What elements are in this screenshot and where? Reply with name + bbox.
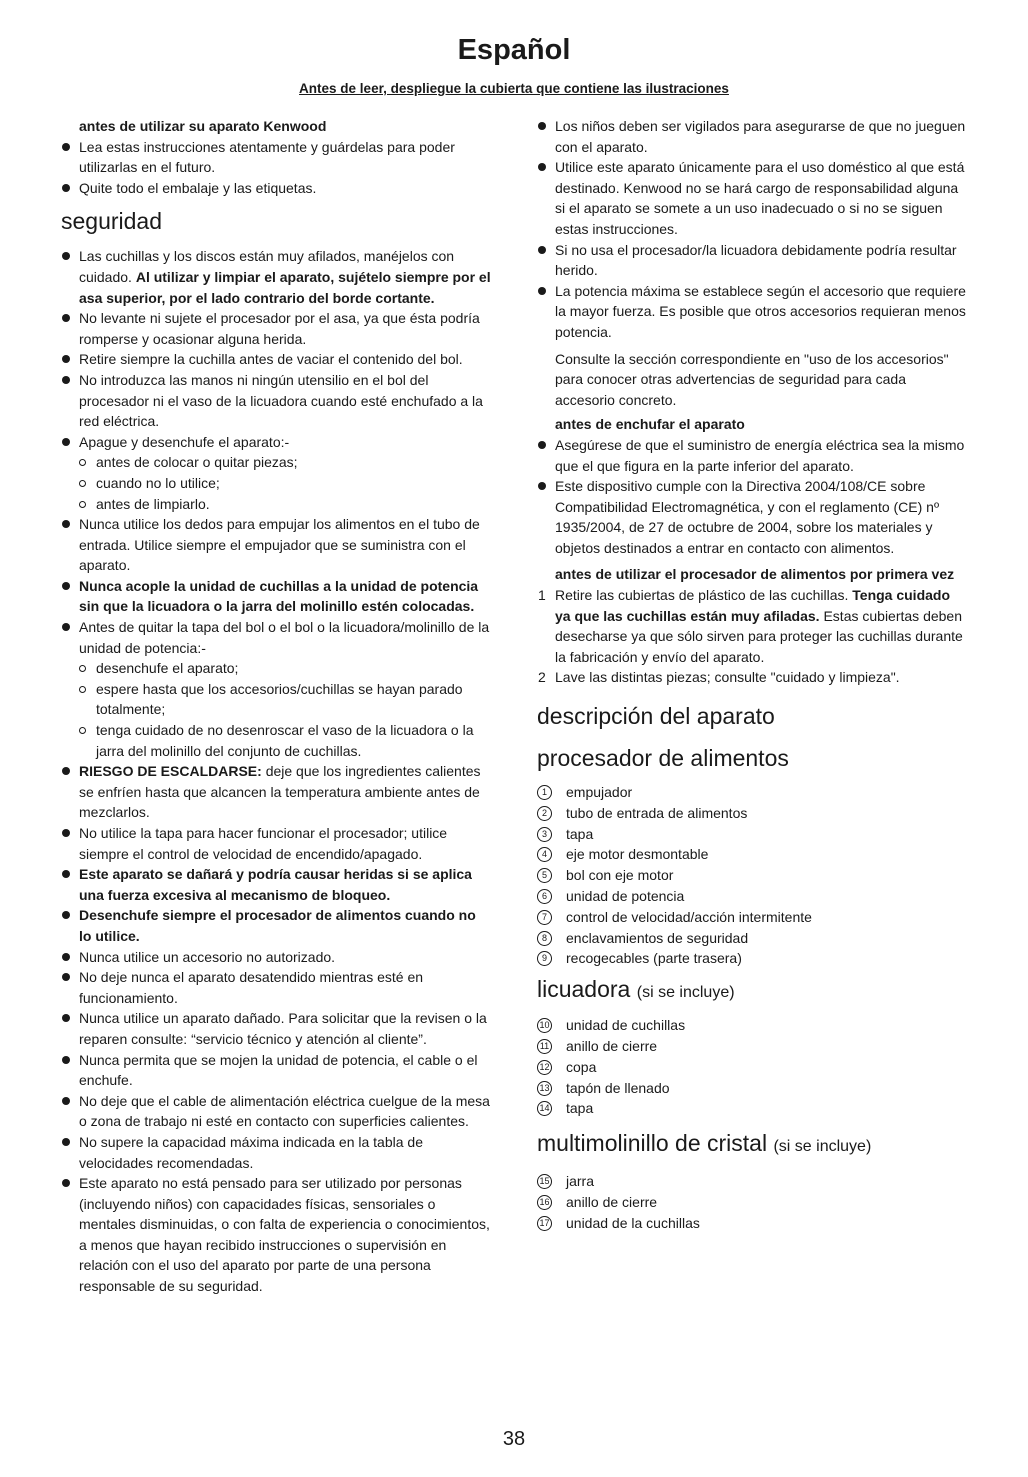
list-item: Este aparato no está pensado para ser utilizado por personas (incluyendo niños) con capacidades físicas, sensoriales o mentales disminuidas, o con falta de experiencia o conocimientos, a menos que hayan recibido instrucciones o supervisión en relación con el uso del aparato por parte de una persona responsable de su seguridad.	[61, 1173, 491, 1297]
part-number: 11	[537, 1039, 552, 1054]
mill-parts	[537, 1171, 967, 1233]
list-item: Utilice este aparato únicamente para el uso doméstico al que está destinado. Kenwood no se hará cargo de responsabilidad alguna si el aparato se somete a un uso inadecuado o si no se siguen estas instrucciones.	[537, 157, 967, 239]
part-item	[537, 803, 967, 824]
item-text: Las cuchillas y los discos están muy afilados, manéjelos con cuidado.	[79, 248, 455, 285]
mill-note: (si se incluye)	[773, 1138, 872, 1156]
list-item: Si no usa el procesador/la licuadora debidamente podría resultar herido.	[537, 240, 967, 281]
blender-parts	[537, 1015, 967, 1119]
part-label: anillo de cierre	[566, 1193, 658, 1210]
part-label: control de velocidad/acción intermitente	[566, 908, 812, 925]
part-number: 5	[537, 868, 552, 883]
part-item	[537, 844, 967, 865]
part-label: jarra	[566, 1173, 595, 1190]
list-item: No deje que el cable de alimentación eléctrica cuelgue de la mesa o zona de trabajo ni esté en contacto con superficies calientes.	[61, 1091, 491, 1132]
item-text: deje que los ingredientes calientes se enfríen hasta que alcancen la temperatura ambiente antes de mezclarlos.	[79, 763, 481, 821]
list-item: Los niños deben ser vigilados para asegurarse de que no jueguen con el aparato.	[537, 116, 967, 157]
left-column	[61, 116, 491, 1297]
safety-list-continued	[537, 116, 967, 343]
part-label: tapón de llenado	[566, 1079, 670, 1096]
page-title: Español	[457, 34, 571, 66]
part-number: 1	[537, 785, 552, 800]
accessories-note: Consulte la sección correspondiente en "uso de los accesorios" para conocer otras advertencias de seguridad para cada accesorio concreto.	[555, 350, 949, 408]
part-label: anillo de cierre	[566, 1038, 658, 1054]
item-bold-text: RIESGO DE ESCALDARSE:	[79, 763, 262, 780]
part-number: 2	[537, 806, 552, 821]
part-item	[537, 1015, 967, 1036]
part-item	[537, 886, 967, 907]
part-number: 8	[537, 931, 552, 946]
part-number: 6	[537, 889, 552, 904]
list-item: La potencia máxima se establece según el accesorio que requiere la mayor fuerza. Es posible que otros accesorios requieran menos potencia.	[537, 281, 967, 343]
step-bold-text: Tenga cuidado ya que las cuchillas están muy afiladas.	[555, 587, 951, 624]
sub-list-item: cuando no lo utilice;	[61, 473, 491, 494]
part-number: 12	[537, 1060, 552, 1075]
part-number: 4	[537, 847, 552, 862]
first-use-steps	[537, 585, 967, 688]
part-item	[537, 1098, 967, 1119]
list-item: Nunca utilice un accesorio no autorizado.	[61, 947, 491, 968]
part-item	[537, 824, 967, 845]
step-text: Estas cubiertas deben desecharse ya que sólo sirven para proteger las cuchillas durante la fabricación y envío del aparato.	[555, 607, 963, 665]
blender-title-text: licuadora	[537, 976, 631, 1003]
part-item	[537, 1213, 967, 1234]
first-use-heading: antes de utilizar el procesador de alimentos por primera vez	[555, 566, 955, 583]
part-item	[537, 948, 967, 969]
list-item: Retire siempre la cuchilla antes de vaciar el contenido del bol.	[61, 349, 491, 370]
list-item: Apague y desenchufe el aparato:-	[61, 432, 491, 453]
step-item	[537, 585, 967, 667]
part-label: unidad de cuchillas	[566, 1017, 686, 1034]
list-item: No supere la capacidad máxima indicada en la tabla de velocidades recomendadas.	[61, 1132, 491, 1173]
list-item	[61, 761, 491, 823]
list-item: Nunca permita que se mojen la unidad de potencia, el cable o el enchufe.	[61, 1050, 491, 1091]
step-text: Lave las distintas piezas; consulte "cuidado y limpieza".	[555, 669, 900, 686]
list-item: No introduzca las manos ni ningún utensilio en el bol del procesador ni el vaso de la licuadora cuando esté enchufado a la red eléctrica.	[61, 370, 491, 432]
description-title: descripción del aparato	[537, 703, 775, 730]
part-number: 7	[537, 910, 552, 925]
right-column	[537, 116, 967, 1234]
sub-list-item: antes de colocar o quitar piezas;	[61, 452, 491, 473]
safety-title: seguridad	[61, 208, 163, 235]
part-label: recogecables (parte trasera)	[566, 950, 742, 967]
list-item: Nunca utilice los dedos para empujar los alimentos en el tubo de entrada. Utilice siempre el empujador que se suministra con el aparato.	[61, 514, 491, 576]
list-item: No levante ni sujete el procesador por el asa, ya que ésta podría romperse y ocasionar alguna herida.	[61, 308, 491, 349]
list-item: No deje nunca el aparato desatendido mientras esté en funcionamiento.	[61, 967, 491, 1008]
list-item: Desenchufe siempre el procesador de alimentos cuando no lo utilice.	[61, 905, 491, 946]
part-number: 3	[537, 827, 552, 842]
part-item	[537, 1171, 967, 1192]
list-item: Este aparato se dañará y podría causar heridas si se aplica una fuerza excesiva al mecanismo de bloqueo.	[61, 864, 491, 905]
list-item: Lea estas instrucciones atentamente y guárdelas para poder utilizarlas en el futuro.	[61, 137, 491, 178]
blender-title	[537, 975, 967, 1007]
part-label: empujador	[566, 784, 633, 801]
processor-parts	[537, 782, 967, 969]
part-item	[537, 1036, 967, 1057]
safety-list	[61, 246, 491, 1296]
step-item	[537, 667, 967, 688]
plug-heading: antes de enchufar el aparato	[555, 416, 745, 433]
list-item: Asegúrese de que el suministro de energía eléctrica sea la mismo que el que figura en la parte inferior del aparato.	[537, 435, 967, 476]
page-number: 38	[502, 1428, 526, 1450]
list-item: Antes de quitar la tapa del bol o el bol o la licuadora/molinillo de la unidad de potencia:-	[61, 617, 491, 658]
part-label: unidad de la cuchillas	[566, 1214, 700, 1231]
part-number: 16	[537, 1195, 552, 1210]
sub-list-item: tenga cuidado de no desenroscar el vaso de la licuadora o la jarra del molinillo del conjunto de cuchillas.	[61, 720, 491, 761]
step-number: 1	[538, 587, 546, 604]
step-text: Retire las cubiertas de plástico de las cuchillas.	[555, 587, 853, 604]
mill-title	[537, 1129, 967, 1161]
sub-list-item: desenchufe el aparato;	[61, 658, 491, 679]
part-number: 9	[537, 951, 552, 966]
part-label: eje motor desmontable	[566, 846, 709, 863]
part-item	[537, 907, 967, 928]
part-item	[537, 782, 967, 803]
sub-list-item: antes de limpiarlo.	[61, 494, 491, 515]
part-item	[537, 1057, 967, 1078]
part-number: 10	[537, 1018, 552, 1033]
list-item: Este dispositivo cumple con la Directiva 2004/108/CE sobre Compatibilidad Electromagnética, y con el reglamento (CE) nº 1935/2004, de 27 de octubre de 2004, sobre los materiales y objetos destinados a entrar en contacto con alimentos.	[537, 476, 967, 558]
part-number: 14	[537, 1101, 552, 1116]
part-label: tubo de entrada de alimentos	[566, 804, 748, 821]
part-label: tapa	[566, 825, 594, 842]
part-item	[537, 865, 967, 886]
list-item	[61, 246, 491, 308]
processor-title: procesador de alimentos	[537, 745, 789, 772]
part-number: 15	[537, 1174, 552, 1189]
list-item: No utilice la tapa para hacer funcionar el procesador; utilice siempre el control de velocidad de encendido/apagado.	[61, 823, 491, 864]
part-item	[537, 928, 967, 949]
part-number: 17	[537, 1216, 552, 1231]
intro-heading: antes de utilizar su aparato Kenwood	[79, 118, 327, 134]
list-item: Nunca utilice un aparato dañado. Para solicitar que la revisen o la reparen consulte: “servicio técnico y atención al cliente”.	[61, 1008, 491, 1049]
part-item	[537, 1078, 967, 1099]
plug-list	[537, 435, 967, 559]
part-number: 13	[537, 1081, 552, 1096]
part-label: copa	[566, 1058, 597, 1075]
list-item: Nunca acople la unidad de cuchillas a la unidad de potencia sin que la licuadora o la jarra del molinillo estén colocadas.	[61, 576, 491, 617]
part-label: enclavamientos de seguridad	[566, 929, 749, 946]
part-label: tapa	[566, 1100, 594, 1117]
list-item: Quite todo el embalaje y las etiquetas.	[61, 178, 491, 199]
mill-title-text: multimolinillo de cristal	[537, 1130, 768, 1157]
part-item	[537, 1192, 967, 1213]
step-number: 2	[538, 669, 546, 686]
item-bold-text: Al utilizar y limpiar el aparato, sujételo siempre por el asa superior, por el lado contrario del borde cortante.	[79, 268, 491, 306]
blender-note: (si se incluye)	[636, 984, 735, 1002]
subtitle: Antes de leer, despliegue la cubierta que contiene las ilustraciones	[299, 81, 729, 96]
part-label: bol con eje motor	[566, 867, 674, 884]
sub-list-item: espere hasta que los accesorios/cuchillas se hayan parado totalmente;	[61, 679, 491, 720]
intro-list	[61, 137, 491, 199]
part-label: unidad de potencia	[566, 888, 685, 905]
